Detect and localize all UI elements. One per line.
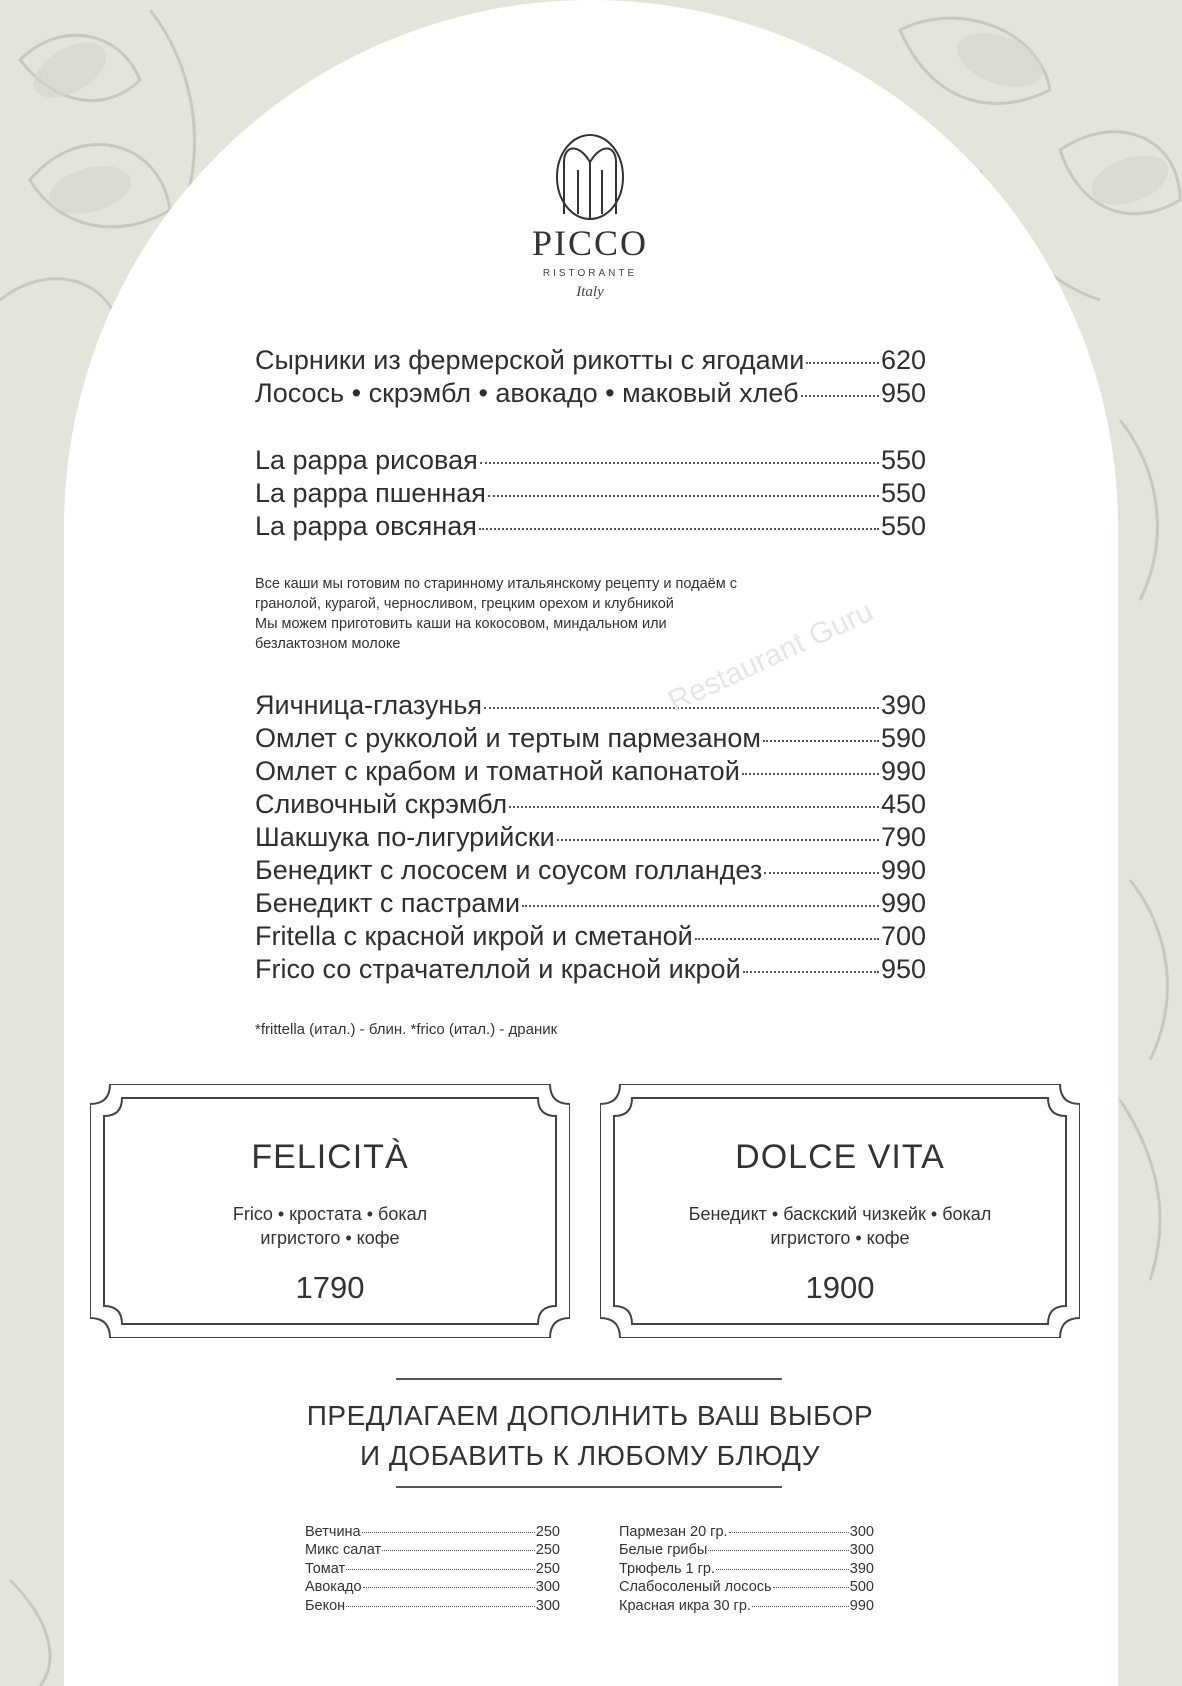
menu-item xyxy=(255,822,926,855)
menu-item-price: 950 xyxy=(880,954,926,984)
combo-desc-line: Frico • кростата • бокал xyxy=(232,1204,428,1224)
leader-dots xyxy=(743,971,879,973)
menu-item-name: Frico со страчателлой и красной икрой xyxy=(255,954,741,984)
menu-section-porridge xyxy=(255,445,926,544)
addon-name: Белые грибы xyxy=(619,1542,708,1559)
addon-price: 300 xyxy=(535,1597,560,1614)
menu-item-price: 950 xyxy=(880,378,926,408)
addon-price: 500 xyxy=(849,1579,874,1596)
footnote: *frittella (итал.) - блин. *frico (итал.) - драник xyxy=(255,1021,558,1038)
addon-item xyxy=(305,1542,560,1560)
addon-name: Микс салат xyxy=(305,1542,382,1559)
leader-dots xyxy=(488,495,879,497)
divider-bottom xyxy=(396,1486,782,1488)
addon-price: 250 xyxy=(535,1542,560,1559)
extras-heading xyxy=(250,1396,930,1476)
menu-item xyxy=(255,511,926,544)
menu-item-name: Лосось • скрэмбл • авокадо • маковый хлеб xyxy=(255,378,799,408)
combo-title: DOLCE VITA xyxy=(735,1138,945,1176)
menu-item-price: 450 xyxy=(880,789,926,819)
combo-desc-line: игристого • кофе xyxy=(770,1228,910,1248)
menu-item-price: 700 xyxy=(880,921,926,951)
leader-dots xyxy=(708,1550,849,1551)
menu-item-price: 990 xyxy=(880,756,926,786)
menu-item-name: Омлет с рукколой и тертым пармезаном xyxy=(255,723,761,753)
leader-dots xyxy=(382,1550,535,1551)
menu-item xyxy=(255,756,926,789)
addon-item xyxy=(619,1579,874,1597)
porridge-note xyxy=(255,574,737,654)
menu-item xyxy=(255,690,926,723)
menu-item-price: 550 xyxy=(880,445,926,475)
leader-dots xyxy=(480,462,879,464)
addon-item xyxy=(619,1561,874,1579)
addon-name: Авокадо xyxy=(305,1579,362,1596)
addon-item xyxy=(305,1598,560,1616)
leader-dots xyxy=(362,1532,535,1533)
menu-item xyxy=(255,478,926,511)
combo-price: 1900 xyxy=(805,1270,875,1305)
addon-name: Ветчина xyxy=(305,1524,361,1540)
leader-dots xyxy=(742,773,879,775)
addon-name: Пармезан 20 гр. xyxy=(619,1524,728,1540)
addons-left xyxy=(305,1524,560,1616)
menu-item-price: 550 xyxy=(880,478,926,508)
addon-name: Трюфель 1 гр. xyxy=(619,1560,716,1577)
brand-logo xyxy=(540,132,640,227)
note-line: гранолой, курагой, черносливом, грецким орехом и клубникой xyxy=(255,596,674,612)
leader-dots xyxy=(346,1606,535,1607)
menu-item xyxy=(255,789,926,822)
menu-item-name: Шакшука по-лигурийски xyxy=(255,822,555,852)
addons-right xyxy=(619,1524,874,1616)
menu-item-name: La pappa пшенная xyxy=(255,478,486,508)
addon-name: Слабосоленый лосось xyxy=(619,1579,772,1596)
leader-dots xyxy=(479,528,879,530)
leader-dots xyxy=(801,395,879,397)
menu-item-name: Fritella с красной икрой и сметаной xyxy=(255,921,693,951)
leader-dots xyxy=(752,1606,849,1607)
brand-subtitle: RISTORANTE xyxy=(542,268,638,279)
menu-section-eggs xyxy=(255,690,926,987)
menu-item xyxy=(255,345,926,378)
addon-price: 300 xyxy=(849,1542,874,1559)
menu-item xyxy=(255,888,926,921)
menu-item-name: La pappa овсяная xyxy=(255,511,477,541)
brand-name: PICCO xyxy=(531,223,649,263)
combo-felicita xyxy=(90,1084,570,1338)
menu-item-price: 620 xyxy=(880,345,926,375)
menu-item xyxy=(255,378,926,411)
combo-title: FELICITÀ xyxy=(251,1138,409,1176)
leader-dots xyxy=(509,806,879,808)
menu-item-price: 390 xyxy=(880,690,926,720)
addon-price: 300 xyxy=(535,1579,560,1596)
addon-item xyxy=(619,1542,874,1560)
combo-description xyxy=(660,1202,1020,1250)
extras-heading-line: И ДОБАВИТЬ К ЛЮБОМУ БЛЮДУ xyxy=(360,1440,820,1471)
menu-item-name: Яичница-глазунья xyxy=(255,690,483,720)
addon-price: 250 xyxy=(535,1524,560,1540)
combo-desc-line: Бенедикт • баскский чизкейк • бокал xyxy=(688,1204,992,1224)
leader-dots xyxy=(729,1532,849,1533)
leader-dots xyxy=(806,362,879,364)
brand-region: Italy xyxy=(576,284,604,300)
combo-desc-line: игристого • кофе xyxy=(260,1228,400,1248)
leader-dots xyxy=(763,740,879,742)
menu-item-name: Сырники из фермерской рикотты с ягодами xyxy=(255,345,805,375)
addon-name: Красная икра 30 гр. xyxy=(619,1597,751,1614)
addon-price: 390 xyxy=(849,1560,874,1577)
combo-dolce-vita xyxy=(600,1084,1080,1338)
leader-dots xyxy=(363,1587,535,1588)
note-line: безлактозном молоке xyxy=(255,636,401,652)
addon-item xyxy=(305,1561,560,1579)
addon-price: 990 xyxy=(849,1597,874,1614)
extras-heading-line: ПРЕДЛАГАЕМ ДОПОЛНИТЬ ВАШ ВЫБОР xyxy=(306,1400,874,1431)
leader-dots xyxy=(557,839,879,841)
menu-item xyxy=(255,954,926,987)
addon-name: Бекон xyxy=(305,1597,346,1614)
leader-dots xyxy=(773,1587,849,1588)
leader-dots xyxy=(346,1569,535,1570)
note-line: Все каши мы готовим по старинному итальянскому рецепту и подаём с xyxy=(255,576,737,592)
addon-name: Томат xyxy=(305,1560,346,1577)
menu-item-name: Бенедикт с лососем и соусом голландез xyxy=(255,855,763,885)
menu-item-name: La pappa рисовая xyxy=(255,445,478,475)
addon-item xyxy=(305,1579,560,1597)
addon-item xyxy=(619,1524,874,1542)
menu-item xyxy=(255,921,926,954)
leader-dots xyxy=(695,938,879,940)
menu-item-price: 590 xyxy=(880,723,926,753)
addon-item xyxy=(619,1598,874,1616)
menu-item-price: 550 xyxy=(880,511,926,541)
menu-section-breakfast xyxy=(255,345,926,411)
menu-item xyxy=(255,855,926,888)
menu-item-price: 790 xyxy=(880,822,926,852)
menu-item xyxy=(255,723,926,756)
combo-price: 1790 xyxy=(295,1270,365,1305)
addon-price: 250 xyxy=(535,1560,560,1577)
leader-dots xyxy=(716,1569,849,1570)
menu-item-name: Бенедикт с пастрами xyxy=(255,888,521,918)
note-line: Мы можем приготовить каши на кокосовом, миндальном или xyxy=(255,616,667,632)
menu-item xyxy=(255,445,926,478)
logo-emblem-icon xyxy=(540,132,640,222)
combo-description xyxy=(150,1202,510,1250)
menu-item-name: Омлет с крабом и томатной капонатой xyxy=(255,756,740,786)
leader-dots xyxy=(522,905,879,907)
menu-item-price: 990 xyxy=(880,888,926,918)
divider-top xyxy=(396,1378,782,1380)
menu-item-price: 990 xyxy=(880,855,926,885)
leader-dots xyxy=(764,872,879,874)
addon-item xyxy=(305,1524,560,1542)
menu-item-name: Сливочный скрэмбл xyxy=(255,789,508,819)
watermark: Restaurant Guru xyxy=(663,594,879,719)
addon-price: 300 xyxy=(849,1524,874,1540)
